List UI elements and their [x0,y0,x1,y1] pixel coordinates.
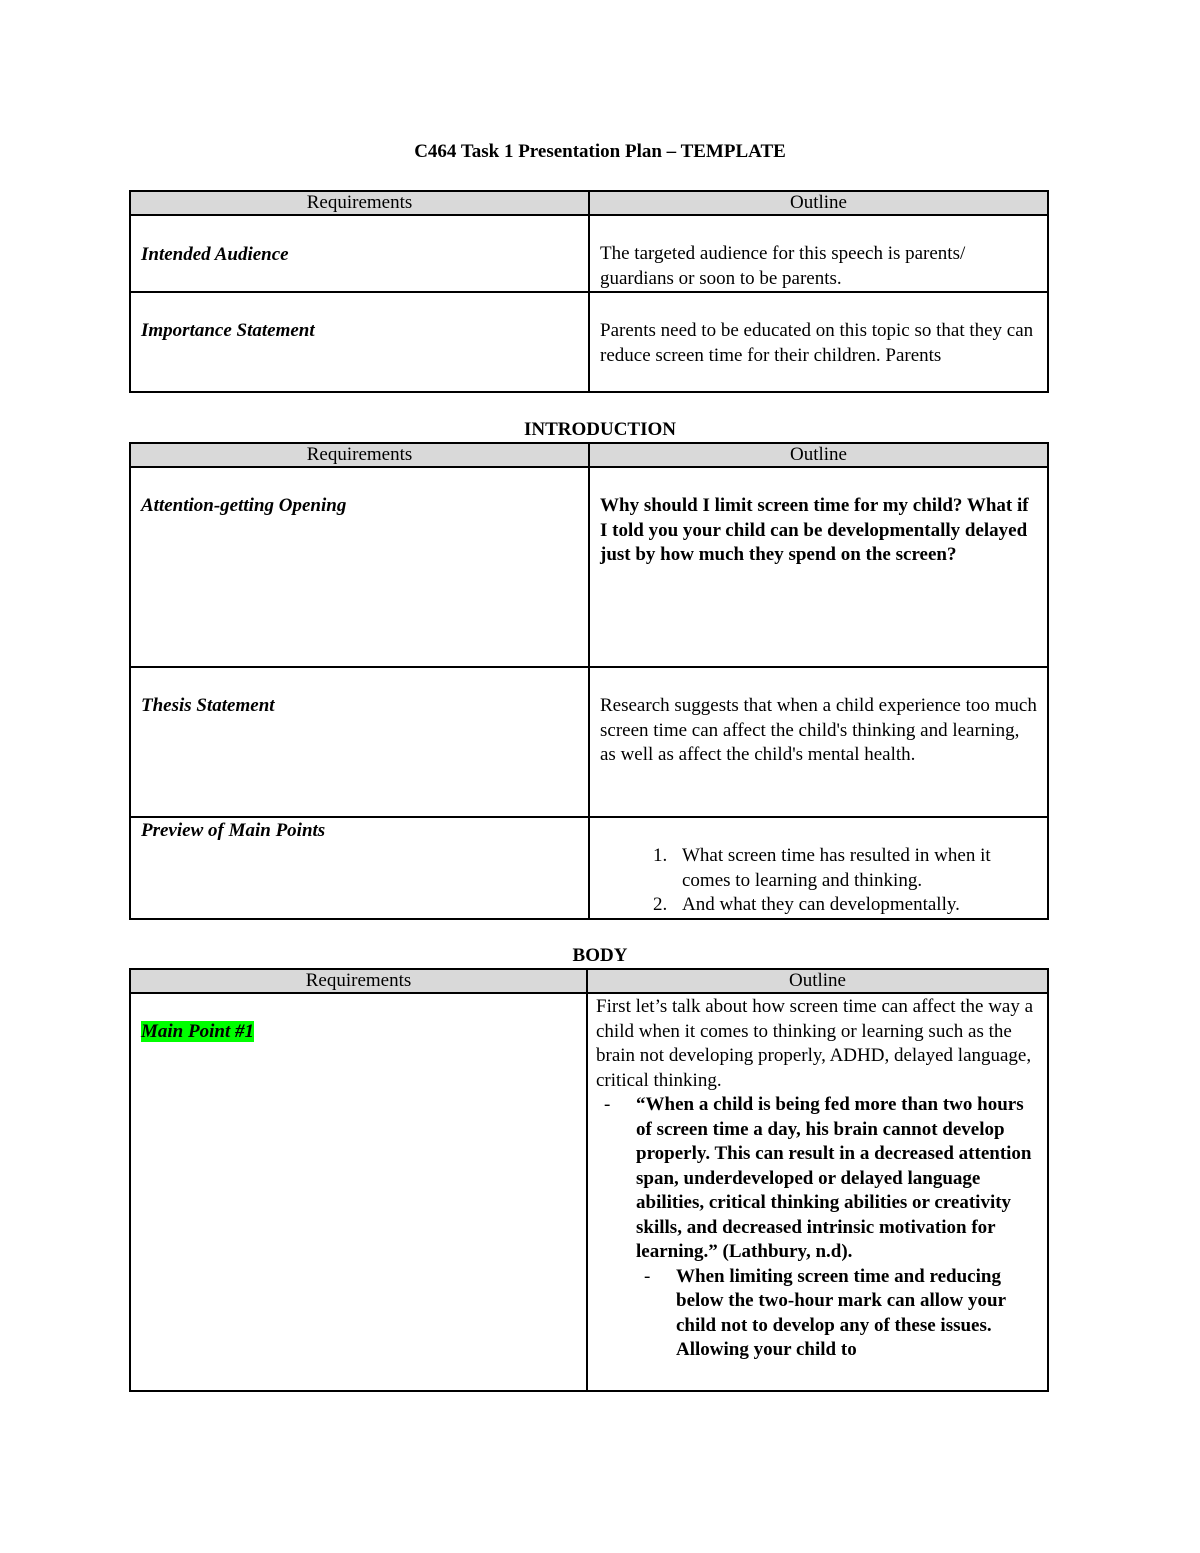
thesis-label: Thesis Statement [130,667,589,817]
requirements-header: Requirements [130,969,587,993]
outline-header: Outline [589,443,1048,467]
plan-table [129,190,1049,393]
body-heading: BODY [572,945,628,966]
importance-text: Parents need to be educated on this topic so that they can reduce screen time for their children. Parents [589,292,1048,392]
thesis-text: Research suggests that when a child experience too much screen time can affect the child's thinking and learning, as well as affect the child's mental health. [589,667,1048,817]
outline-header: Outline [589,191,1048,215]
outline-header: Outline [587,969,1048,993]
audience-text: The targeted audience for this speech is parents/ guardians or soon to be parents. [589,215,1048,292]
preview-point: 2. And what they can developmentally. [672,893,1037,918]
attention-text: Why should I limit screen time for my child? What if I told you your child can be developmentally delayed just by how much they spend on the screen? [589,467,1048,667]
preview-point: 1. What screen time has resulted in when it comes to learning and thinking. [672,844,1037,893]
sub-point-text: - When limiting screen time and reducing below the two-hour mark can allow your child not to develop any of these issues. Allowing your child to [666,1265,1037,1363]
preview-points [589,817,1048,919]
preview-label: Preview of Main Points [130,817,589,919]
body-table [129,968,1049,1392]
page-title: C464 Task 1 Presentation Plan – TEMPLATE [414,141,786,162]
main-point-outline [587,993,1048,1391]
introduction-table [129,442,1049,920]
audience-label: Intended Audience [130,215,589,292]
attention-label: Attention-getting Opening [130,467,589,667]
quote-text: “When a child is being fed more than two hours of screen time a day, his brain cannot develop properly. This can result in a decreased attention span, underdeveloped or delayed language abilities, critical thinking abilities or creativity skills, and decreased intrinsic motivation for learning.” (Lathbury, n.d). [636,1094,1032,1262]
requirements-header: Requirements [130,191,589,215]
importance-label: Importance Statement [130,292,589,392]
main-point-label: Main Point #1 [141,1021,254,1042]
introduction-heading: INTRODUCTION [523,419,677,440]
main-point-text: First let’s talk about how screen time can affect the way a child when it comes to thinking or learning such as the brain not developing properly, ADHD, delayed language, critical thinking. [596,996,1034,1091]
requirements-header: Requirements [130,443,589,467]
